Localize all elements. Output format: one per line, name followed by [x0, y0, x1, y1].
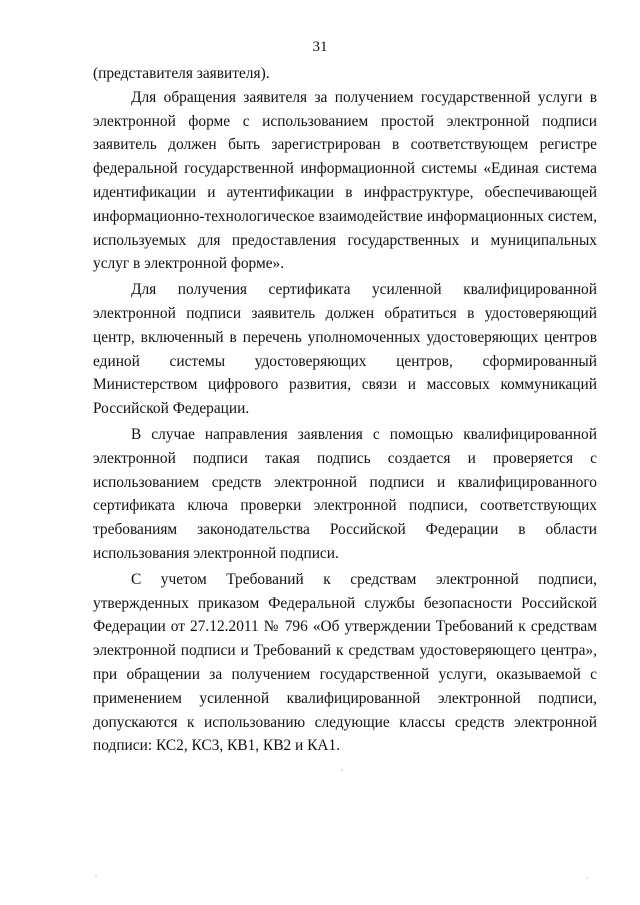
paragraph-simple-signature: Для обращения заявителя за получением государственной услуги в электронной форме с использованием простой электронной подписи заявитель должен быть зарегистрирован в соответствующем регистре федеральной государственной информационной системы «Единая система идентификации и аутентификации в инфраструктуре, обеспечивающей информационно-технологическое взаимодействие информационных систем, используемых для предоставления государственных и муниципальных услуг в электронной форме». [93, 88, 597, 273]
scan-speck [341, 769, 342, 770]
paragraph-requirements: С учетом Требований к средствам электронной подписи, утвержденных приказом Федеральной службы безопасности Российской Федерации от 27.12.2011 № 796 «Об утверждении Требований к средствам электронной подписи и Требований к средствам удостоверяющего центра», при обращении за получением государственной услуги, оказываемой с применением усиленной квалифицированной электронной подписи, допускаются к использованию следующие классы средств электронной подписи: КС2, КС3, КВ1, КВ2 и КА1. [93, 570, 597, 755]
paragraph-certificate: Для получения сертификата усиленной квалифицированной электронной подписи заявитель должен обратиться в удостоверяющий центр, включенный в перечень уполномоченных удостоверяющих центров единой системы удостоверяющих центров, сформированный Министерством цифрового развития, связи и массовых коммуникаций Российской Федерации. [93, 281, 597, 418]
body-text [93, 62, 597, 758]
paragraph-qualified-signature: В случае направления заявления с помощью квалифицированной электронной подписи такая подпись создается и проверяется с использованием средств электронной подписи и квалифицированного сертификата ключа проверки электронной подписи, соответствующих требованиям законодательства Российской Федерации в области использования электронной подписи. [93, 425, 597, 562]
paragraph-continuation: (представителя заявителя). [93, 65, 270, 82]
scan-speck [586, 877, 587, 878]
scan-speck [95, 875, 96, 876]
page-number: 31 [312, 39, 328, 55]
